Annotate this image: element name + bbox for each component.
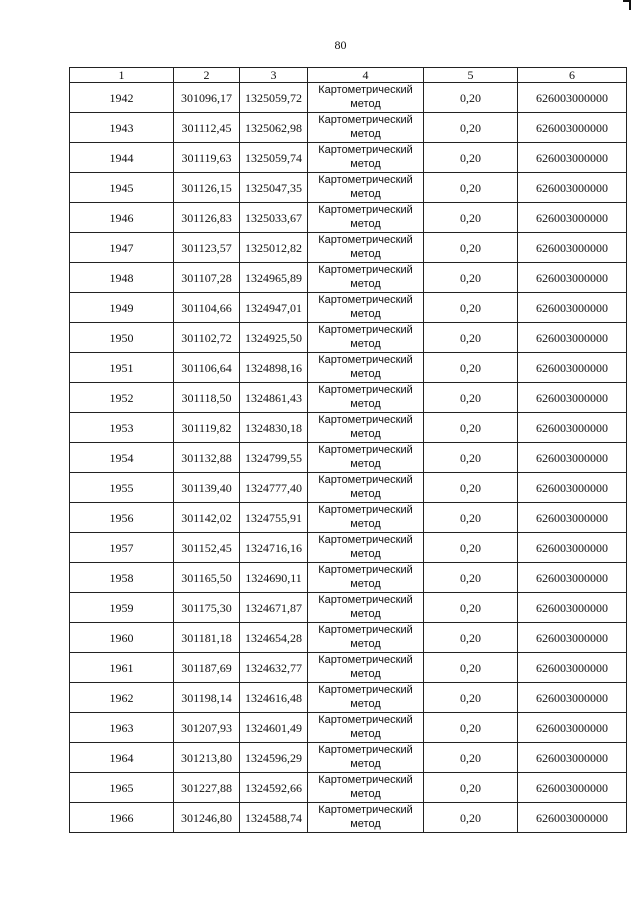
- method-line-1: Картометрический: [318, 414, 413, 426]
- method-line-2: метод: [350, 758, 381, 770]
- point-number-cell: 1950: [70, 323, 174, 353]
- column-header: 4: [308, 68, 424, 83]
- method-line-2: метод: [350, 728, 381, 740]
- table-row: [70, 143, 627, 173]
- coordinate-x-cell: 301198,14: [174, 683, 240, 713]
- table-row: [70, 653, 627, 683]
- code-cell: 626003000000: [518, 293, 627, 323]
- coordinate-x-cell: 301175,30: [174, 593, 240, 623]
- page-number: 80: [334, 38, 347, 52]
- coordinate-x-cell: 301142,02: [174, 503, 240, 533]
- method-cell: [308, 353, 424, 383]
- method-cell: [308, 533, 424, 563]
- coordinate-x-cell: 301213,80: [174, 743, 240, 773]
- coordinate-x-cell: 301123,57: [174, 233, 240, 263]
- table-row: [70, 233, 627, 263]
- point-number-cell: 1947: [70, 233, 174, 263]
- point-number-cell: 1949: [70, 293, 174, 323]
- coordinate-y-cell: 1324592,66: [240, 773, 308, 803]
- method-line-1: Картометрический: [318, 174, 413, 186]
- method-line-2: метод: [350, 458, 381, 470]
- method-line-1: Картометрический: [318, 594, 413, 606]
- code-cell: 626003000000: [518, 533, 627, 563]
- method-line-1: Картометрический: [318, 444, 413, 456]
- method-line-1: Картометрический: [318, 744, 413, 756]
- method-line-1: Картометрический: [318, 654, 413, 666]
- accuracy-cell: 0,20: [424, 683, 518, 713]
- accuracy-cell: 0,20: [424, 83, 518, 113]
- coordinate-y-cell: 1324632,77: [240, 653, 308, 683]
- coordinate-x-cell: 301119,82: [174, 413, 240, 443]
- coordinate-y-cell: 1324716,16: [240, 533, 308, 563]
- method-line-2: метод: [350, 548, 381, 560]
- method-cell: [308, 293, 424, 323]
- table-row: [70, 683, 627, 713]
- method-line-2: метод: [350, 218, 381, 230]
- method-line-1: Картометрический: [318, 564, 413, 576]
- code-cell: 626003000000: [518, 323, 627, 353]
- coordinate-x-cell: 301106,64: [174, 353, 240, 383]
- coordinate-x-cell: 301165,50: [174, 563, 240, 593]
- code-cell: 626003000000: [518, 113, 627, 143]
- method-line-2: метод: [350, 278, 381, 290]
- accuracy-cell: 0,20: [424, 383, 518, 413]
- method-cell: [308, 803, 424, 833]
- code-cell: 626003000000: [518, 143, 627, 173]
- method-line-1: Картометрический: [318, 474, 413, 486]
- coordinate-y-cell: 1324616,48: [240, 683, 308, 713]
- coordinate-x-cell: 301126,83: [174, 203, 240, 233]
- point-number-cell: 1956: [70, 503, 174, 533]
- point-number-cell: 1964: [70, 743, 174, 773]
- accuracy-cell: 0,20: [424, 743, 518, 773]
- coordinate-y-cell: 1324925,50: [240, 323, 308, 353]
- coordinate-y-cell: 1325059,72: [240, 83, 308, 113]
- accuracy-cell: 0,20: [424, 653, 518, 683]
- coordinate-y-cell: 1324947,01: [240, 293, 308, 323]
- method-line-1: Картометрический: [318, 234, 413, 246]
- coordinate-x-cell: 301139,40: [174, 473, 240, 503]
- method-line-2: метод: [350, 668, 381, 680]
- accuracy-cell: 0,20: [424, 803, 518, 833]
- point-number-cell: 1942: [70, 83, 174, 113]
- method-cell: [308, 623, 424, 653]
- method-line-2: метод: [350, 248, 381, 260]
- accuracy-cell: 0,20: [424, 443, 518, 473]
- method-line-1: Картометрический: [318, 294, 413, 306]
- coordinate-y-cell: 1325047,35: [240, 173, 308, 203]
- table-row: [70, 383, 627, 413]
- coordinate-x-cell: 301126,15: [174, 173, 240, 203]
- method-line-1: Картометрический: [318, 384, 413, 396]
- column-header: 3: [240, 68, 308, 83]
- point-number-cell: 1961: [70, 653, 174, 683]
- method-line-1: Картометрический: [318, 534, 413, 546]
- coordinate-x-cell: 301096,17: [174, 83, 240, 113]
- coordinate-y-cell: 1324654,28: [240, 623, 308, 653]
- accuracy-cell: 0,20: [424, 143, 518, 173]
- method-cell: [308, 233, 424, 263]
- coordinate-x-cell: 301107,28: [174, 263, 240, 293]
- method-line-2: метод: [350, 368, 381, 380]
- accuracy-cell: 0,20: [424, 233, 518, 263]
- code-cell: 626003000000: [518, 83, 627, 113]
- method-cell: [308, 713, 424, 743]
- accuracy-cell: 0,20: [424, 713, 518, 743]
- point-number-cell: 1963: [70, 713, 174, 743]
- method-cell: [308, 143, 424, 173]
- code-cell: 626003000000: [518, 683, 627, 713]
- table-row: [70, 413, 627, 443]
- accuracy-cell: 0,20: [424, 353, 518, 383]
- column-header: 1: [70, 68, 174, 83]
- method-cell: [308, 653, 424, 683]
- accuracy-cell: 0,20: [424, 173, 518, 203]
- point-number-cell: 1943: [70, 113, 174, 143]
- code-cell: 626003000000: [518, 473, 627, 503]
- column-header: 6: [518, 68, 627, 83]
- accuracy-cell: 0,20: [424, 113, 518, 143]
- table-row: [70, 473, 627, 503]
- coordinate-y-cell: 1325012,82: [240, 233, 308, 263]
- method-line-2: метод: [350, 398, 381, 410]
- table-row: [70, 593, 627, 623]
- method-line-1: Картометрический: [318, 624, 413, 636]
- method-line-2: метод: [350, 308, 381, 320]
- coordinate-y-cell: 1325033,67: [240, 203, 308, 233]
- code-cell: 626003000000: [518, 563, 627, 593]
- coordinate-y-cell: 1324965,89: [240, 263, 308, 293]
- method-cell: [308, 413, 424, 443]
- method-line-1: Картометрический: [318, 204, 413, 216]
- table-row: [70, 803, 627, 833]
- coordinate-x-cell: 301102,72: [174, 323, 240, 353]
- method-line-1: Картометрический: [318, 84, 413, 96]
- code-cell: 626003000000: [518, 623, 627, 653]
- coordinate-y-cell: 1325059,74: [240, 143, 308, 173]
- method-line-2: метод: [350, 158, 381, 170]
- table-row: [70, 503, 627, 533]
- method-line-2: метод: [350, 608, 381, 620]
- coordinate-y-cell: 1325062,98: [240, 113, 308, 143]
- code-cell: 626003000000: [518, 653, 627, 683]
- table-row: [70, 113, 627, 143]
- accuracy-cell: 0,20: [424, 263, 518, 293]
- accuracy-cell: 0,20: [424, 203, 518, 233]
- coordinate-y-cell: 1324671,87: [240, 593, 308, 623]
- method-cell: [308, 113, 424, 143]
- method-line-1: Картометрический: [318, 264, 413, 276]
- table-body: [70, 83, 627, 833]
- coordinate-y-cell: 1324799,55: [240, 443, 308, 473]
- point-number-cell: 1959: [70, 593, 174, 623]
- coordinate-x-cell: 301187,69: [174, 653, 240, 683]
- code-cell: 626003000000: [518, 263, 627, 293]
- point-number-cell: 1948: [70, 263, 174, 293]
- coordinate-x-cell: 301112,45: [174, 113, 240, 143]
- point-number-cell: 1951: [70, 353, 174, 383]
- coordinate-y-cell: 1324601,49: [240, 713, 308, 743]
- table-row: [70, 563, 627, 593]
- accuracy-cell: 0,20: [424, 533, 518, 563]
- point-number-cell: 1946: [70, 203, 174, 233]
- method-cell: [308, 83, 424, 113]
- method-line-1: Картометрический: [318, 144, 413, 156]
- point-number-cell: 1966: [70, 803, 174, 833]
- accuracy-cell: 0,20: [424, 773, 518, 803]
- coordinate-x-cell: 301246,80: [174, 803, 240, 833]
- method-line-2: метод: [350, 578, 381, 590]
- method-line-2: метод: [350, 128, 381, 140]
- method-cell: [308, 503, 424, 533]
- method-line-2: метод: [350, 698, 381, 710]
- code-cell: 626003000000: [518, 803, 627, 833]
- method-line-2: метод: [350, 338, 381, 350]
- coordinate-x-cell: 301207,93: [174, 713, 240, 743]
- coordinates-table: [69, 67, 627, 833]
- method-cell: [308, 203, 424, 233]
- code-cell: 626003000000: [518, 503, 627, 533]
- point-number-cell: 1953: [70, 413, 174, 443]
- accuracy-cell: 0,20: [424, 623, 518, 653]
- point-number-cell: 1952: [70, 383, 174, 413]
- point-number-cell: 1945: [70, 173, 174, 203]
- coordinate-x-cell: 301104,66: [174, 293, 240, 323]
- point-number-cell: 1954: [70, 443, 174, 473]
- accuracy-cell: 0,20: [424, 503, 518, 533]
- method-line-2: метод: [350, 518, 381, 530]
- table-row: [70, 743, 627, 773]
- method-cell: [308, 743, 424, 773]
- coordinate-y-cell: 1324588,74: [240, 803, 308, 833]
- method-line-2: метод: [350, 188, 381, 200]
- method-cell: [308, 563, 424, 593]
- coordinate-x-cell: 301152,45: [174, 533, 240, 563]
- table-row: [70, 323, 627, 353]
- coordinate-y-cell: 1324755,91: [240, 503, 308, 533]
- method-line-1: Картометрический: [318, 684, 413, 696]
- method-cell: [308, 383, 424, 413]
- method-cell: [308, 773, 424, 803]
- table-row: [70, 533, 627, 563]
- method-line-2: метод: [350, 818, 381, 830]
- method-line-1: Картометрический: [318, 774, 413, 786]
- method-line-1: Картометрический: [318, 804, 413, 816]
- table-row: [70, 773, 627, 803]
- coordinate-y-cell: 1324596,29: [240, 743, 308, 773]
- point-number-cell: 1965: [70, 773, 174, 803]
- coordinate-x-cell: 301227,88: [174, 773, 240, 803]
- point-number-cell: 1958: [70, 563, 174, 593]
- method-cell: [308, 593, 424, 623]
- method-cell: [308, 323, 424, 353]
- code-cell: 626003000000: [518, 593, 627, 623]
- code-cell: 626003000000: [518, 203, 627, 233]
- method-line-2: метод: [350, 488, 381, 500]
- code-cell: 626003000000: [518, 233, 627, 263]
- code-cell: 626003000000: [518, 743, 627, 773]
- method-cell: [308, 263, 424, 293]
- table-row: [70, 623, 627, 653]
- table-row: [70, 173, 627, 203]
- method-line-2: метод: [350, 788, 381, 800]
- method-line-1: Картометрический: [318, 114, 413, 126]
- method-cell: [308, 683, 424, 713]
- method-line-1: Картометрический: [318, 714, 413, 726]
- point-number-cell: 1955: [70, 473, 174, 503]
- table-row: [70, 263, 627, 293]
- table-row: [70, 83, 627, 113]
- method-cell: [308, 443, 424, 473]
- accuracy-cell: 0,20: [424, 293, 518, 323]
- table-row: [70, 203, 627, 233]
- accuracy-cell: 0,20: [424, 593, 518, 623]
- accuracy-cell: 0,20: [424, 413, 518, 443]
- coordinate-y-cell: 1324690,11: [240, 563, 308, 593]
- method-line-1: Картометрический: [318, 354, 413, 366]
- accuracy-cell: 0,20: [424, 323, 518, 353]
- point-number-cell: 1957: [70, 533, 174, 563]
- point-number-cell: 1944: [70, 143, 174, 173]
- accuracy-cell: 0,20: [424, 563, 518, 593]
- table-row: [70, 293, 627, 323]
- method-cell: [308, 473, 424, 503]
- code-cell: 626003000000: [518, 413, 627, 443]
- coordinate-y-cell: 1324777,40: [240, 473, 308, 503]
- method-line-2: метод: [350, 638, 381, 650]
- coordinate-y-cell: 1324898,16: [240, 353, 308, 383]
- code-cell: 626003000000: [518, 773, 627, 803]
- table-row: [70, 353, 627, 383]
- accuracy-cell: 0,20: [424, 473, 518, 503]
- point-number-cell: 1960: [70, 623, 174, 653]
- corner-mark: [623, 0, 631, 10]
- method-line-1: Картометрический: [318, 504, 413, 516]
- table-row: [70, 443, 627, 473]
- table-header-row: [70, 68, 627, 83]
- code-cell: 626003000000: [518, 173, 627, 203]
- code-cell: 626003000000: [518, 353, 627, 383]
- coordinate-x-cell: 301118,50: [174, 383, 240, 413]
- method-line-1: Картометрический: [318, 324, 413, 336]
- coordinate-y-cell: 1324861,43: [240, 383, 308, 413]
- coordinate-x-cell: 301181,18: [174, 623, 240, 653]
- code-cell: 626003000000: [518, 383, 627, 413]
- coordinate-y-cell: 1324830,18: [240, 413, 308, 443]
- table-row: [70, 713, 627, 743]
- coordinate-x-cell: 301119,63: [174, 143, 240, 173]
- column-header: 2: [174, 68, 240, 83]
- point-number-cell: 1962: [70, 683, 174, 713]
- column-header: 5: [424, 68, 518, 83]
- method-line-2: метод: [350, 428, 381, 440]
- code-cell: 626003000000: [518, 443, 627, 473]
- method-line-2: метод: [350, 98, 381, 110]
- method-cell: [308, 173, 424, 203]
- code-cell: 626003000000: [518, 713, 627, 743]
- coordinate-x-cell: 301132,88: [174, 443, 240, 473]
